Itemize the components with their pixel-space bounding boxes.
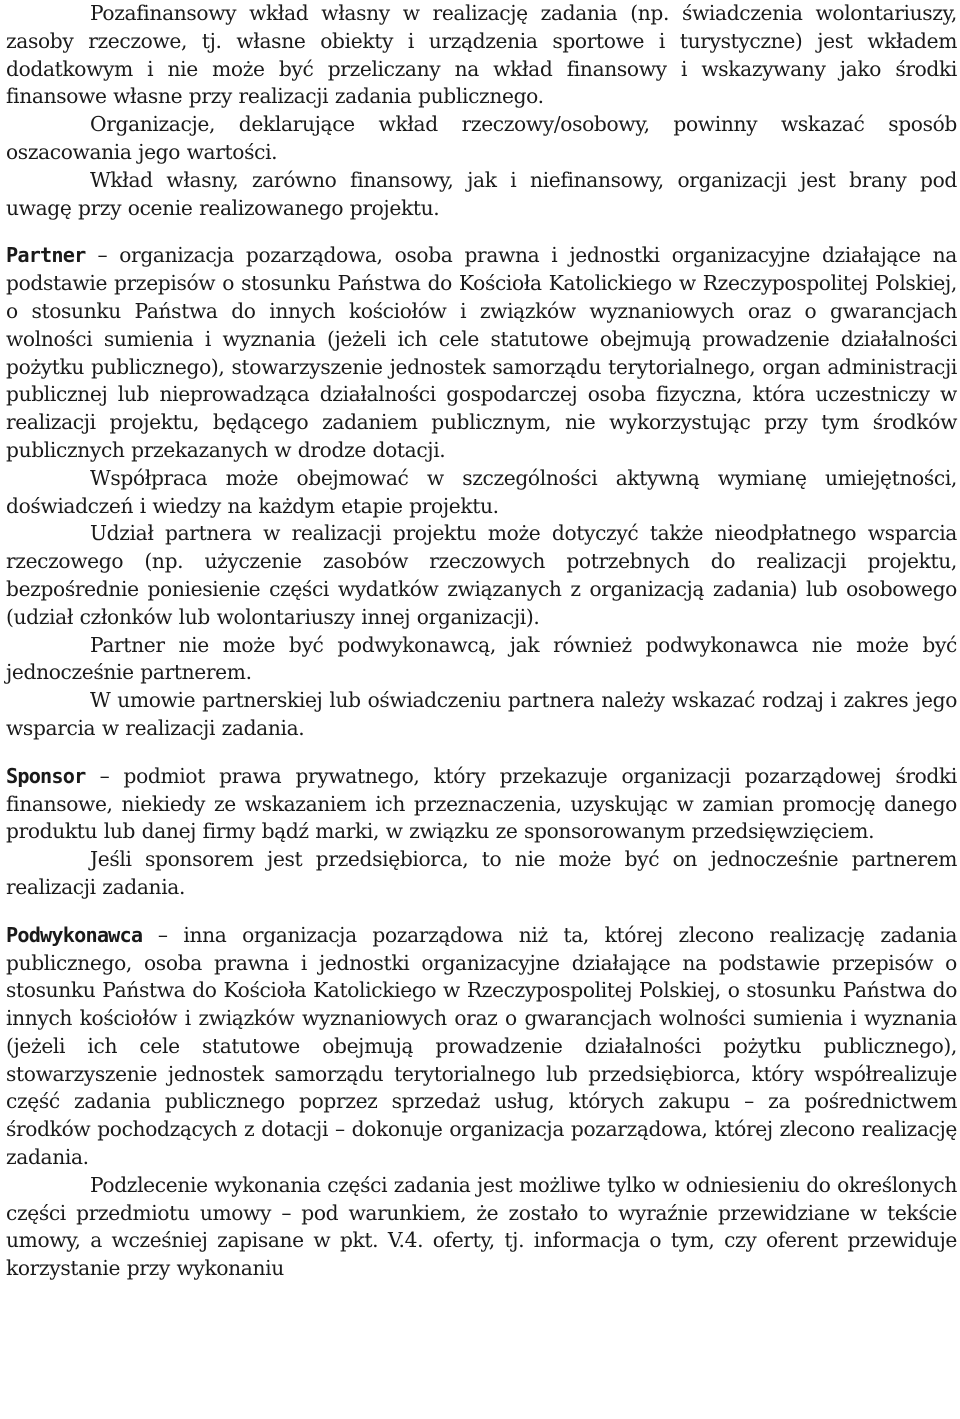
paragraph-partner-2: Współpraca może obejmować w szczególności aktywną wymianę umiejętności, doświadczeń i wiedzy na każdym etapie projektu. bbox=[6, 465, 957, 518]
partner-definition-text: – organizacja pozarządowa, osoba prawna i jednostki organizacyjne działające na podstawie przepisów o stosunku Państwa do Kościoła Katolickiego w Rzeczypospolitej Polskiej, o stosunku Państwa do innych kościołów i związków wyznaniowych oraz o gwarancjach wolności sumienia i wyznania (jeżeli ich cele statutowe obejmują prowadzenie działalności pożytku publicznego), stowarzyszenie jednostek samorządu terytorialnego, organ administracji publicznej lub nieprowadząca działalności gospodarczej osoba fizyczna, która uczestniczy w realizacji projektu, będącego zadaniem publicznym, nie wykorzystując przy tym środków publicznych przekazanych w drodze dotacji. bbox=[6, 243, 957, 462]
podwykonawca-definition-text: – inna organizacja pozarządowa niż ta, której zlecono realizację zadania publicznego, osoba prawna i jednostki organizacyjne działające na podstawie przepisów o stosunku Państwa do Kościoła Katolickiego w Rzeczypospolitej Polskiej, o stosunku Państwa do innych kościołów i związków wyznaniowych oraz o gwarancjach wolności sumienia i wyznania (jeżeli ich cele statutowe obejmują prowadzenie działalności pożytku publicznego), stowarzyszenie jednostek samorządu terytorialnego lub przedsiębiorca, który współrealizuje część zadania publicznego poprzez sprzedaż usług, których zakupu – za pośrednictwem środków pochodzących z dotacji – dokonuje organizacja pozarządowa, której zlecono realizację zadania. bbox=[6, 922, 957, 1170]
podwykonawca-term: Podwykonawca bbox=[6, 922, 143, 947]
paragraph-partner-4: Partner nie może być podwykonawcą, jak również podwykonawca nie może być jednocześnie partnerem. bbox=[6, 632, 957, 685]
sponsor-term: Sponsor bbox=[6, 763, 86, 788]
sponsor-definition-text: – podmiot prawa prywatnego, który przekazuje organizacji pozarządowej środki finansowe, niekiedy ze wskazaniem ich przeznaczenia, uzyskując w zamian promocję danego produktu lub danej firmy bądź marki, w związku ze sponsorowanym przedsięwzięciem. bbox=[6, 763, 957, 844]
paragraph-intro-3: Wkład własny, zarówno finansowy, jak i niefinansowy, organizacji jest brany pod uwagę przy ocenie realizowanego projektu. bbox=[6, 167, 957, 220]
podwykonawca-definition bbox=[6, 922, 957, 1172]
paragraph-partner-5: W umowie partnerskiej lub oświadczeniu partnera należy wskazać rodzaj i zakres jego wsparcia w realizacji zadania. bbox=[6, 688, 957, 740]
paragraph-intro-1: Pozafinansowy wkład własny w realizację zadania (np. świadczenia wolontariuszy, zasoby rzeczowe, tj. własne obiekty i urządzenia sportowe i turystyczne) jest wkładem dodatkowym i nie może być przeliczany na wkład finansowy i wskazywany jako środki finansowe własne przy realizacji zadania publicznego. bbox=[6, 1, 957, 109]
partner-term: Partner bbox=[6, 243, 86, 268]
partner-definition bbox=[6, 242, 957, 464]
paragraph-intro-2: Organizacje, deklarujące wkład rzeczowy/osobowy, powinny wskazać sposób oszacowania jego wartości. bbox=[6, 112, 957, 164]
sponsor-definition bbox=[6, 763, 957, 846]
document-page bbox=[6, 0, 957, 1283]
paragraph-partner-3: Udział partnera w realizacji projektu może dotyczyć także nieodpłatnego wsparcia rzeczowego (np. użyczenie zasobów rzeczowych potrzebnych do realizacji projektu, bezpośrednie poniesienie części wydatków związanych z organizacją zadania) lub osobowego (udział członków lub wolontariuszy innej organizacji). bbox=[6, 521, 957, 629]
paragraph-sponsor-2: Jeśli sponsorem jest przedsiębiorca, to nie może być on jednocześnie partnerem realizacji zadania. bbox=[6, 847, 957, 899]
paragraph-podwykonawca-2: Podzlecenie wykonania części zadania jest możliwe tylko w odniesieniu do określonych części przedmiotu umowy – pod warunkiem, że zostało to wyraźnie przewidziane w tekście umowy, a wcześniej zapisane w pkt. V.4. oferty, tj. informacja o tym, czy oferent przewiduje korzystanie przy wykonaniu bbox=[6, 1172, 957, 1281]
